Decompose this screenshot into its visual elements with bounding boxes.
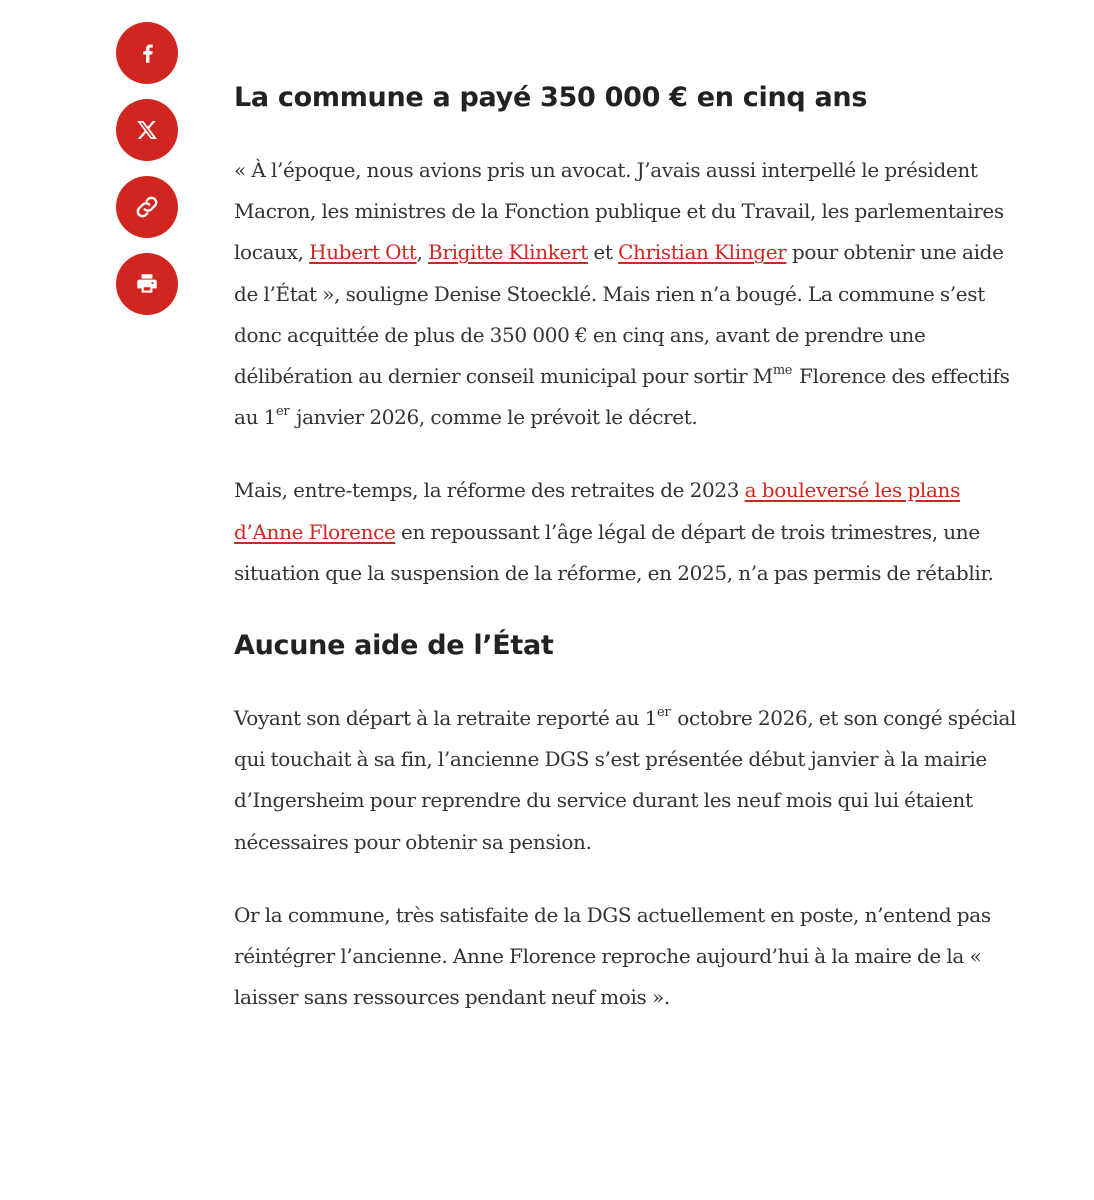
facebook-share-button[interactable] (116, 22, 178, 84)
p1-text-3: et (587, 240, 619, 265)
section-heading-payment: La commune a payé 350 000 € en cinq ans (234, 82, 868, 113)
paragraph-retirement (234, 698, 1024, 863)
p2-text-2: en repoussant l’âge légal de départ de trois trimestres, une situation que la suspension de la réforme, en 2025, n’a pas permis de rétablir. (234, 519, 994, 585)
p2-text-1: Mais, entre-temps, la réforme des retraites de 2023 (234, 478, 745, 503)
paragraph-lawyer (234, 150, 1024, 438)
article-body (234, 78, 1024, 1050)
link-reform-article[interactable]: a bouleversé les plans d’Anne Florence (234, 478, 960, 544)
p1-text-1: « À l’époque, nous avions pris un avocat. J’avais aussi interpellé le président Macron, les ministres de la Fonction publique et du Travail, les parlementaires locaux, (234, 158, 1004, 265)
x-icon (135, 118, 159, 142)
print-icon (134, 271, 160, 297)
p1-text-2: , (416, 240, 429, 265)
print-button[interactable] (116, 253, 178, 315)
link-christian-klinger[interactable]: Christian Klinger (618, 240, 787, 265)
superscript-me: me (772, 363, 793, 379)
p1-text-4: pour obtenir une aide de l’État », souligne Denise Stoecklé. Mais rien n’a bougé. La commune s’est donc acquittée de plus de 350 000 € en cinq ans, avant de prendre une délibération au dernier conseil municipal pour sortir M (234, 240, 1004, 389)
link-brigitte-klinkert[interactable]: Brigitte Klinkert (428, 240, 588, 265)
superscript-er-2: er (657, 705, 671, 721)
paragraph-commune: Or la commune, très satisfaite de la DGS actuellement en poste, n’entend pas réintégrer l’ancienne. Anne Florence reproche aujourd’hui à la maire de la « laisser sans ressources pendant neuf mois ». (234, 902, 991, 1010)
p3-text-1: Voyant son départ à la retraite reporté au 1 (234, 706, 658, 731)
p1-text-5: Florence des effectifs au 1 (234, 364, 1010, 430)
paragraph-reform (234, 470, 1024, 594)
share-bar (116, 22, 178, 330)
superscript-er: er (276, 404, 290, 420)
link-hubert-ott[interactable]: Hubert Ott (309, 240, 417, 265)
link-icon (133, 193, 161, 221)
p1-text-6: janvier 2026, comme le prévoit le décret. (296, 405, 698, 430)
facebook-icon (134, 40, 160, 66)
section-heading-no-aid: Aucune aide de l’État (234, 630, 554, 662)
p3-text-2: octobre 2026, et son congé spécial qui touchait à sa fin, l’ancienne DGS s’est présentée début janvier à la mairie d’Ingersheim pour reprendre du service durant les neuf mois qui lui étaient nécessaires pour obtenir sa pension. (234, 706, 1017, 854)
x-share-button[interactable] (116, 99, 178, 161)
copy-link-button[interactable] (116, 176, 178, 238)
